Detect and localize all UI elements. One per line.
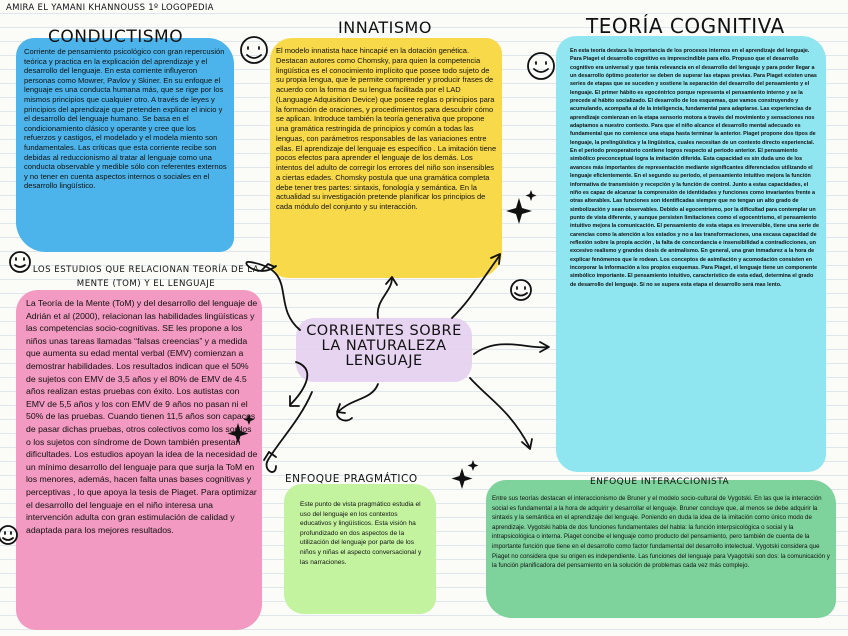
- arrow-icon: [264, 392, 312, 472]
- pragmatico-text: Este punto de vista pragmático estudia el uso del lenguaje en los contextos educativos y lingüísticos. Esta visión ha profundizado en dos aspectos de la utilización del lenguaje por parte de los niños y niñas el aspecto conversacional y las narraciones.: [300, 501, 422, 566]
- innatismo-title: INNATISMO: [338, 18, 432, 37]
- interaccionista-title: ENFOQUE INTERACCIONISTA: [590, 477, 730, 487]
- interaccionista-text: Entre sus teorías destacan el interaccionismo de Bruner y el modelo socio-cultural de Vygotski. En las que la interacción social es fundamental a la hora de adquirir y desarrollar el lenguaje. Bruner concluye que, al menos se debe adquirir la sintaxis y la semántica en el aprendizaje del lenguaje. Poniendo en duda la idea de la imitación como único modo de aprendizaje. Vygotski habla de dos funciones fundamentales del habla: la función interpsicológica o social y la intrapsicológica o interna. Piaget concibe el lenguaje como producto del pensamiento, pero también de cuenta de la importante función que tiene en el desarrollo como factor fundamental del desarrollo intelectual. Vygotski considera que Piaget no considera que su origen es independiente. Las funciones del lenguaje para Vyagotski son dos: la comunicación y la función planificadora del pensamiento en la solución de problemas cada vez más complejo.: [492, 495, 830, 570]
- conductismo-title: CONDUCTISMO: [48, 27, 184, 47]
- arrow-icon: [378, 277, 397, 318]
- pragmatico-title: ENFOQUE PRAGMÁTICO: [285, 473, 418, 485]
- arrow-icon: [337, 384, 378, 421]
- sparkle-icon: [506, 198, 532, 224]
- sparkle-icon: [468, 460, 479, 471]
- sparkle-icon: [526, 190, 537, 201]
- arrow-icon: [470, 378, 532, 449]
- estudios-title: LOS ESTUDIOS QUE RELACIONAN TEORÍA DE LA MENTE (TOM) Y EL LENGUAJE: [32, 265, 260, 289]
- author-line: AMIRA EL YAMANI KHANNOUSS 1º LOGOPEDIA: [6, 3, 214, 13]
- central-title: CORRIENTES SOBRE LA NATURALEZA LENGUAJE: [306, 323, 462, 369]
- smiley-icon: [511, 280, 531, 300]
- smiley-icon: [241, 37, 267, 63]
- estudios-text: La Teoría de la Mente (ToM) y del desarrollo del lenguaje de Adrián et al (2000), relacionan las habilidades lingüísticas y las competencias socio-cognitivas. SE les propone a los niños unas tareas llamadas “falsas creencias” y a medida que aumenta su edad mental verbal (EMV) comienzan a demostrar habilidades. Los resultados indican que el 50% de sujetos con EMV de 3,5 años y el 80% de EMV de 4.5 años realizan estas pruebas con éxito. Los autistas con EMV de 5,5 años y los con EMV de 9 años no pasan ni el 50% de las pruebas. Cuando tienen 11,5 años son capaces de pasar dichas pruebas, otros colectivos como los sordos o los sujetos con síndrome de Down también presentan dificultades. Los estudios apoyan la idea de la necesidad de un mínimo desarrollo del lenguaje para que surja la ToM en los menores, además, hacen falta unas bases cognitivas y perceptivas , lo que apoya la tesis de Piaget. Para optimizar el desarrollo del lenguaje en el niño interesa una intervención adulta con gran estimulación de calidad y adaptada para los mejores resultados.: [26, 298, 258, 535]
- conductismo-text: Corriente de pensamiento psicológico con gran repercusión teórica y practica en la explicación del aprendizaje y el desarrollo del lenguaje. En esta corriente influyeron personas como Mowrer, Pavlov y Skiner. En su enfoque el lenguaje es una conducta humana más, que se rige por los mismos principios que cualquier otro. A través de leyes y principios del aprendizaje que pretenden explicar el inicio y el desarrollo del lenguaje humano. Se basa en el condicionamiento clásico y operante y cree que los refuerzos y castigos, el modelado y el modela miento son fundamentales. Las críticas que esta corriente recibe son debidas al reduccionismo al tratar al lenguaje como una conducta observable y medible sólo con referentes externos y no tener en cuenta aspectos internos o sociales en el desarrollo lingüístico.: [24, 47, 227, 191]
- cognitiva-text: En esta teoría destaca la importancia de los procesos internos en el aprendizaje del lenguaje. Para Piaget el desarrollo cognitivo es imprescindible para ello. Propuso que el desarrollo cognitivo era universal y que tenía relevancia en el desarrollo del lenguaje y para poder llegar a un desarrollo óptimo posterior se deben de superar las etapas previas. Para Piaget existen unas series de etapas que se suceden y sostiene la separación del desarrollo del pensamiento y el lenguaje. El primer hábito es egocéntrico porque representa el pensamiento interno y se la precede al hábito socializado. El desarrollo de los esquemas, que vamos construyendo y acumulando, acompaña al de la inteligencia, fundamental para adaptarse. Las experiencias de aprendizaje comienzan en la etapa sensorio motora a través del movimiento y sensaciones nos adaptamos a nuestro contexto. Para que el niño alcance el desarrollo mental adecuado es fundamental que no comience una etapa hasta terminar la anterior. Piaget propone dos tipos de lenguaje, la prelingüística y la lingüística, cuales necesitan de un contexto directo experiencial. En el periodo preoperatorio contiene logros respecto al periodo anterior. El pensamiento simbólico preconceptual logra la imitación diferida. Esta capacidad es sin duda uno de los avances más importantes de representación mediante significantes diferenciados utilizando el lenguaje eficientemente. En el segundo su periodo, el pensamiento intuitivo mejora la función informativa de transmisión y recepción y la función de control. Junto a estas capacidades, el niño es capaz de alcanzar la comprensión de identidades y funciones como invariantes frente a otras alterables. Las funciones son identificadas siempre que no tengan un alto grado de simbolización y sean observables. Debido al egocentrismo, por la dificultad para contemplar un punto de vista diferente, y aunque persisten limitaciones como el egocentrismo, el pensamiento intuitivo mejora la comunicación. El pensamiento de esta etapa es irreversible, tiene una serie de carencias como la atención a los estados y no a las transformaciones, una escasa capacidad de reflexión sobre la propia acción , la falta de concordancia e insensibilidad a contradicciones, un excesivo realismo y grandes dosis de animalismo. En general, una gran inmadurez a la hora de explicar fenómenos que le rodean. Los conceptos de asimilación y acomodación consisten en incorporar la información a los propios esquemas. Para Piaget, el lenguaje tiene un componente simbólico importante. El pensamiento intuitivo, característico de esta edad, determina el grado de desarrollo del lenguaje. Si no se supera esta etapa el desarrollo será mas lento.: [570, 48, 819, 288]
- cognitiva-title: TEORÍA COGNITIVA: [586, 14, 785, 38]
- arrow-icon: [474, 342, 549, 354]
- arrow-icon: [452, 254, 500, 318]
- smiley-icon: [528, 53, 554, 79]
- smiley-icon: [0, 526, 17, 544]
- sparkle-icon: [452, 468, 473, 489]
- innatismo-text: El modelo innatista hace hincapié en la dotación genética. Destacan autores como Chomsky, para quien la competencia lingüística es el conocimiento implícito que posee todo sujeto de su propia lengua, que le permite comprender y producir frases de acuerdo con la forma de su lengua facilitada por el LAD (Language Adquisition Device) que posee reglas o principios para la formación de oraciones, y procedimientos para descubrir cómo se aplican. Introduce también la teoría generativa que propone una gramática restringida de principios y común a todas las lenguas, con parámetros responsables de las variaciones entre ellas. El aprendizaje del lenguaje es específico . La imitación tiene pocos efectos para aprender el lenguaje de los demás. Los intentos del adulto de corregir los errores del niño son insensibles a ciertas edades. Chomsky postula que una gramática completa debe tener tres partes: sintaxis, fonología y semántica. En la actualidad su investigación pretende planificar los principios de cada módulo del conjunto y su interacción.: [276, 46, 497, 211]
